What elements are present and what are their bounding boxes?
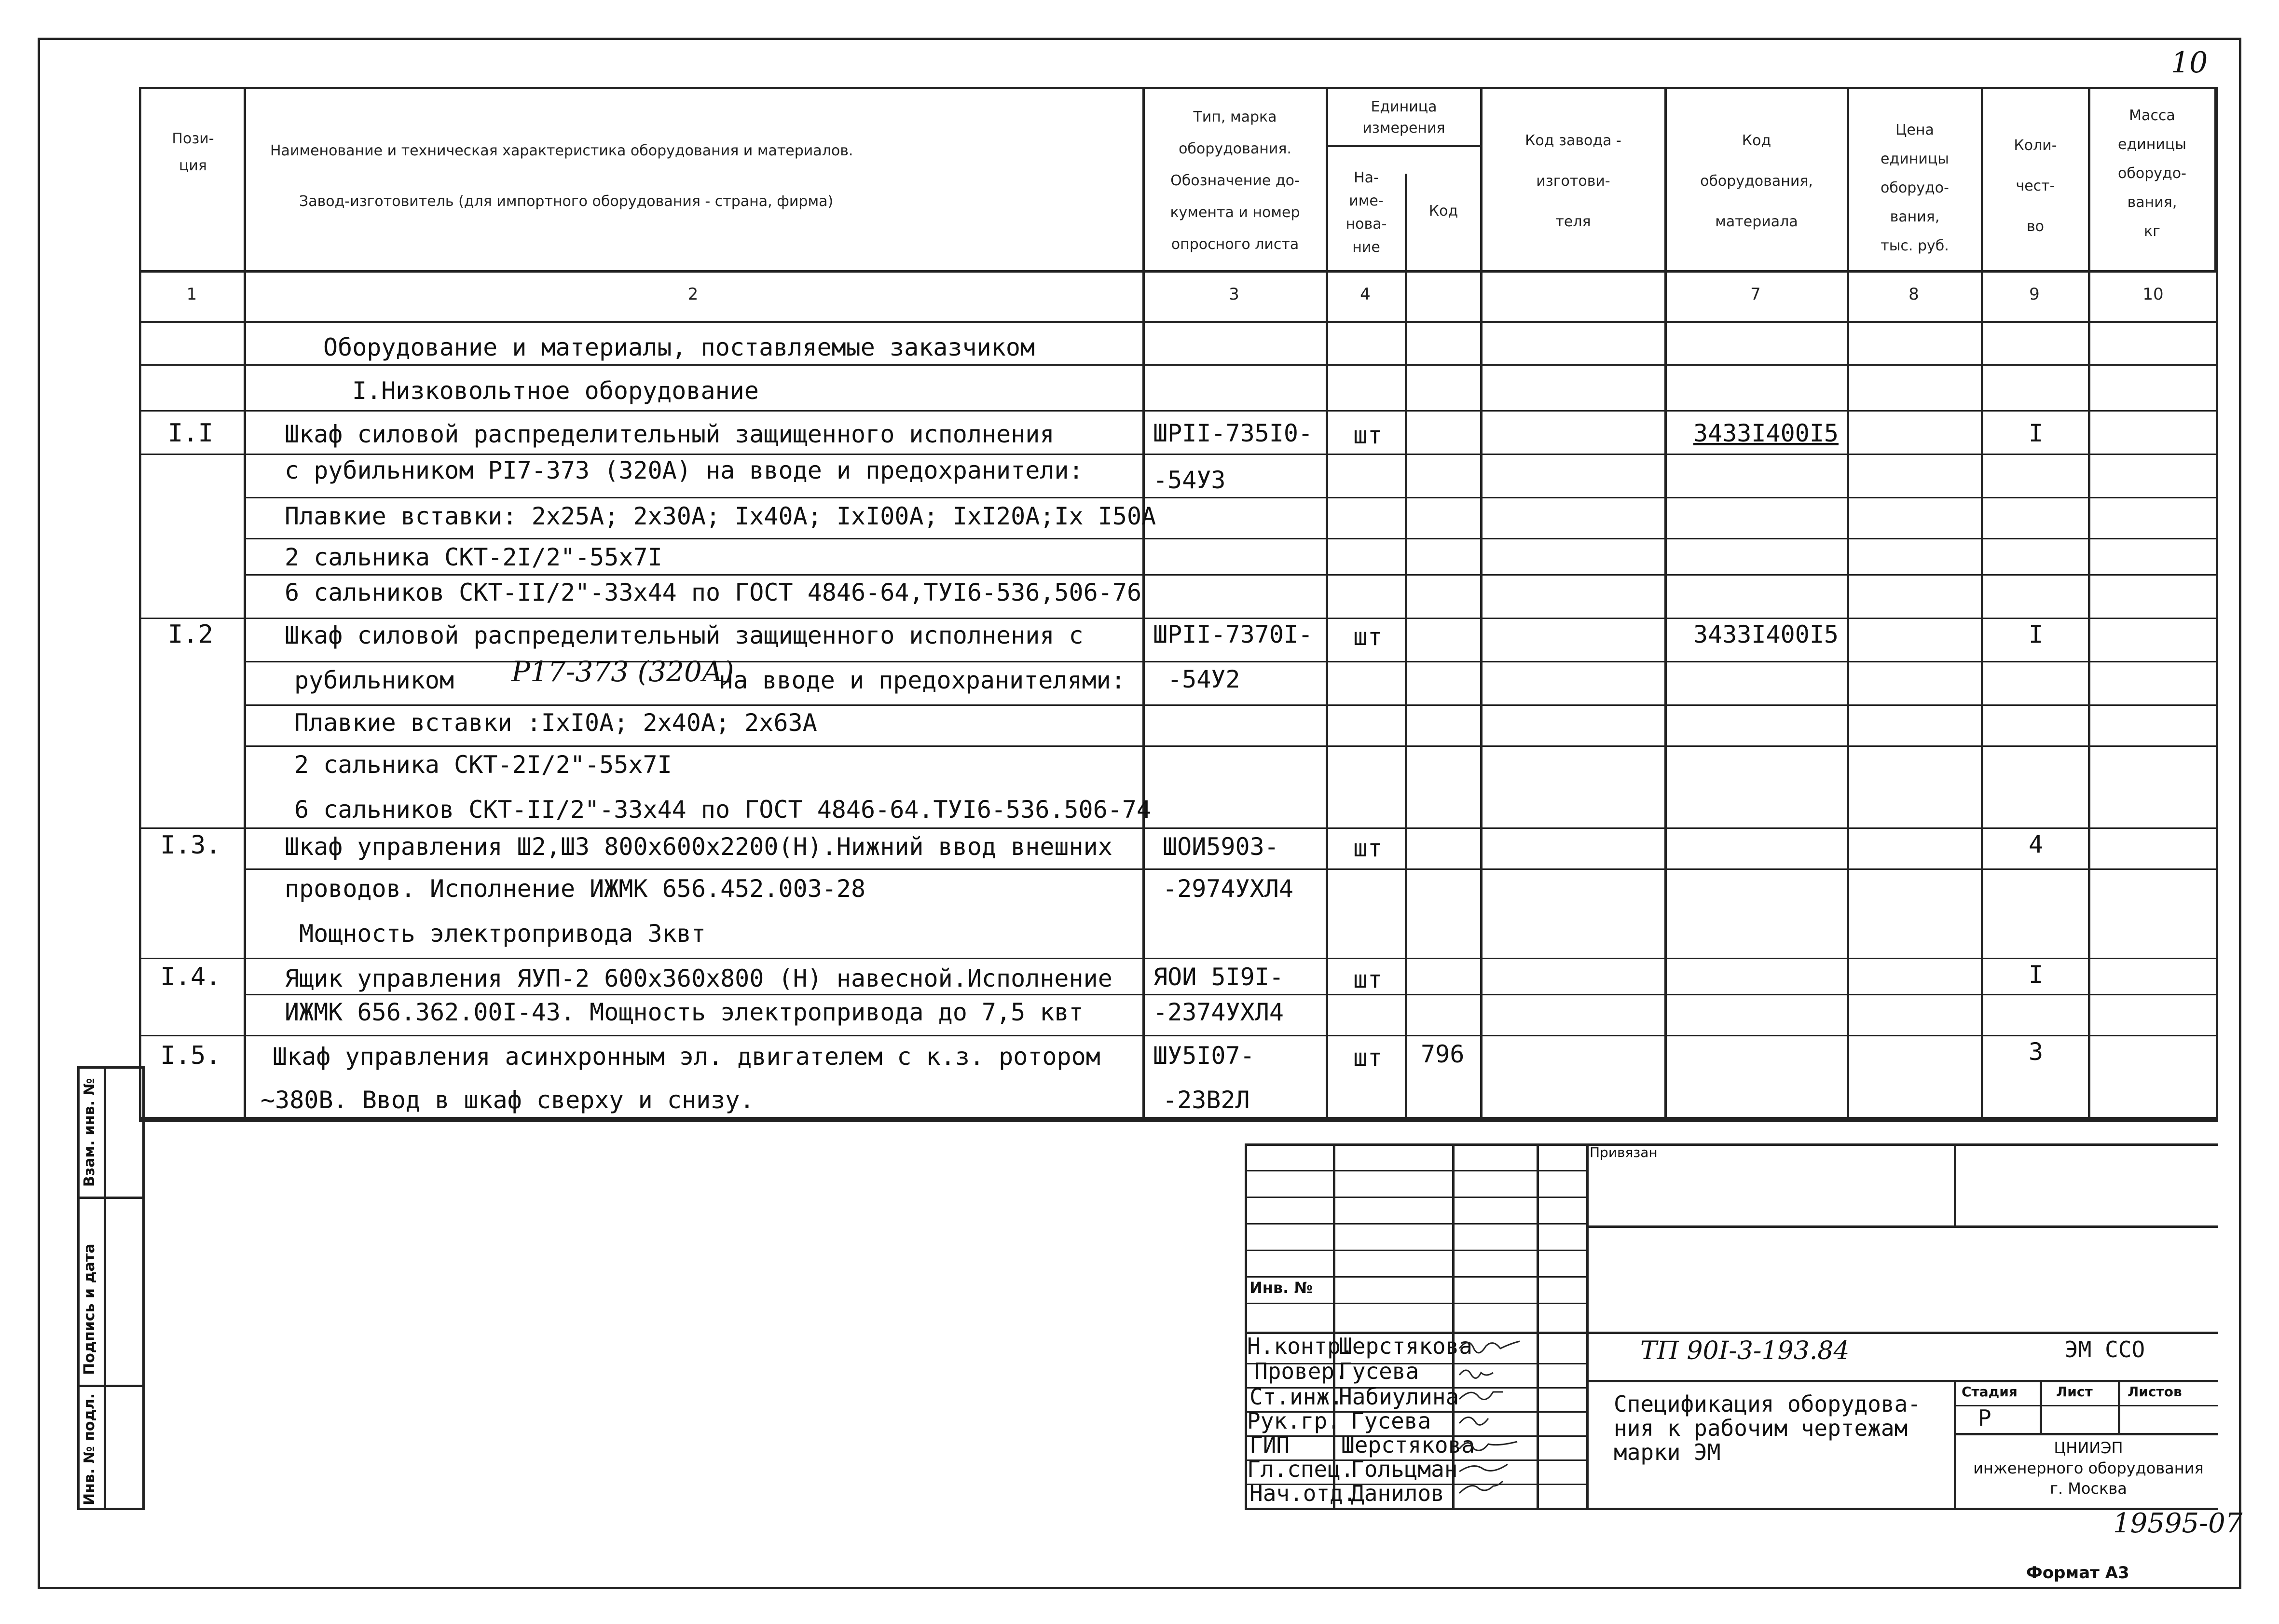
row-name: Ящик управления ЯУП-2 600х360х800 (Н) навесной.Исполнение: [285, 964, 1112, 992]
row-unit: шт: [1353, 834, 1383, 862]
header-factory-code: Код завода - изготови- теля: [1525, 132, 1621, 230]
sheets-label: Листов: [2128, 1384, 2182, 1400]
row-type: ШРII-735I0-: [1153, 419, 1313, 447]
row-type: ЯОИ 5I9I-: [1153, 963, 1284, 991]
row-quantity: I: [2028, 961, 2044, 989]
sheet-label: Лист: [2056, 1384, 2093, 1400]
header-name-line1: Наименование и техническая характеристика оборудования и материалов.: [270, 142, 853, 159]
header-unit-group: Единица измерения: [1362, 98, 1445, 137]
row-type: -23В2Л: [1163, 1086, 1250, 1114]
row-name: Плавкие вставки: 2х25А; 2х30А; Iх40А; IхI00А; IхI20А;Iх I50А: [285, 502, 1156, 530]
row-name: Шкаф управления асинхронным эл. двигателем с к.з. ротором: [273, 1043, 1100, 1071]
signer-name: Гусева: [1351, 1408, 1431, 1434]
signer-role: ГИП: [1249, 1432, 1290, 1458]
row-quantity: 4: [2028, 830, 2044, 858]
row-unit: шт: [1353, 965, 1383, 993]
header-mass: Масса единицы оборудо- вания, кг: [2118, 107, 2186, 240]
row-name: Шкаф управления Ш2,Ш3 800х600х2200(Н).Нижний ввод внешних: [285, 833, 1112, 861]
sheet-mark: 10: [2171, 46, 2208, 80]
side-podpis: Подпись и дата: [81, 1243, 98, 1375]
row-position: I.4.: [160, 963, 221, 991]
row-type: -54У2: [1167, 665, 1240, 693]
row-code: 3433I400I5: [1693, 419, 1839, 447]
signer-name: Гольцман: [1351, 1456, 1458, 1482]
signer-name: Данилов: [1351, 1480, 1444, 1506]
signer-name: Гусева: [1339, 1358, 1419, 1384]
doc-mark: ЭМ ССО: [2065, 1336, 2145, 1363]
row-quantity: I: [2028, 620, 2044, 648]
row-name-part: на вводе и предохранителями:: [719, 666, 1126, 694]
header-position: Пози- ция: [172, 130, 214, 174]
header-unit-code: Код: [1428, 203, 1458, 220]
header-unit-name: На- име- нова- ние: [1345, 169, 1387, 256]
signer-role: Провер.: [1254, 1358, 1348, 1384]
privyazan-label: Привязан: [1590, 1144, 1658, 1160]
signer-name: Шерстякова: [1339, 1333, 1472, 1359]
row-type: -2374УХЛ4: [1153, 998, 1284, 1026]
colnum-8: 8: [1908, 285, 1919, 304]
doc-title: Спецификация оборудова- ния к рабочим чертежам марки ЭМ: [1614, 1391, 1921, 1465]
row-type: ШОИ5903-: [1163, 833, 1279, 861]
signatures-image: [1455, 1334, 1585, 1508]
row-code: 3433I400I5: [1693, 620, 1839, 648]
row-unit: шт: [1353, 623, 1383, 651]
row-name: ~380В. Ввод в шкаф сверху и снизу.: [261, 1086, 755, 1114]
header-quantity: Коли- чест- во: [2014, 137, 2057, 235]
row-name: 2 сальника СКТ-2I/2"-55х7I: [294, 751, 672, 779]
row-name: Шкаф силовой распределительный защищенного исполнения: [285, 420, 1055, 448]
row-position: I.5.: [160, 1041, 221, 1070]
row-name: Мощность электропривода 3квт: [299, 920, 706, 948]
stage-value: Р: [1978, 1405, 1991, 1431]
doc-code: ТП 90I-3-193.84: [1640, 1336, 1850, 1365]
row-name: 2 сальника СКТ-2I/2"-55х7I: [285, 543, 662, 571]
signer-role: Ст.инж.: [1249, 1384, 1343, 1410]
side-vzam: Взам. инв. №: [81, 1078, 98, 1187]
colnum-9: 9: [2029, 285, 2040, 304]
footer-format: Формат А3: [2026, 1563, 2129, 1583]
row-position: I.3.: [160, 831, 221, 860]
footer-number: 19595-07: [2113, 1508, 2243, 1539]
stage-label: Стадия: [1962, 1384, 2018, 1400]
colnum-1: 1: [186, 285, 197, 304]
signer-name: Шерстякова: [1341, 1432, 1475, 1458]
signer-name: Набиулина: [1339, 1384, 1459, 1410]
signer-role: Н.контр.: [1247, 1333, 1354, 1359]
row-name: ИЖМК 656.362.00I-43. Мощность электропривода до 7,5 квт: [285, 998, 1084, 1026]
header-name-line2: Завод-изготовитель (для импортного оборудования - страна, фирма): [299, 193, 834, 210]
row-position: I.I: [168, 419, 213, 448]
header-price: Цена единицы оборудо- вания, тыс. руб.: [1881, 122, 1949, 254]
row-name: I.Низковольтное оборудование: [352, 377, 759, 405]
row-name: Плавкие вставки :IхI0А; 2х40А; 2х63А: [294, 709, 817, 737]
row-position: I.2: [168, 620, 213, 649]
signer-role: Нач.отд.: [1249, 1480, 1357, 1506]
row-name: Оборудование и материалы, поставляемые заказчиком: [323, 333, 1035, 361]
colnum-10: 10: [2142, 285, 2164, 304]
colnum-3: 3: [1229, 285, 1239, 304]
inv-no-label: Инв. №: [1249, 1279, 1313, 1297]
row-quantity: 3: [2028, 1038, 2044, 1066]
row-unit: шт: [1353, 421, 1383, 449]
row-name-handwritten: Р17-373 (320А): [511, 655, 734, 688]
side-inv-podl: Инв. № подл.: [81, 1393, 98, 1505]
row-type: ШРII-7370I-: [1153, 620, 1313, 648]
row-name: Шкаф силовой распределительный защищенного исполнения с: [285, 621, 1084, 649]
row-name: проводов. Исполнение ИЖМК 656.452.003-28: [285, 875, 866, 903]
row-type: -54УЗ: [1153, 466, 1226, 494]
row-name: с рубильником РI7-373 (320А) на вводе и предохранители:: [285, 456, 1084, 484]
header-type: Тип, марка оборудования. Обозначение до- кумента и номер опросного листа: [1170, 109, 1300, 253]
signer-role: Рук.гр.: [1247, 1408, 1341, 1434]
colnum-4: 4: [1360, 285, 1371, 304]
row-name-part: рубильником: [294, 666, 454, 694]
row-unit-code: 796: [1421, 1040, 1465, 1068]
row-type: ШУ5I07-: [1153, 1042, 1255, 1070]
signer-role: Гл.спец.: [1247, 1456, 1354, 1482]
row-name: 6 сальников СКТ-II/2"-33х44 по ГОСТ 4846-64.ТУI6-536.506-74: [294, 796, 1152, 824]
header-equipment-code: Код оборудования, материала: [1700, 132, 1813, 230]
row-name: 6 сальников СКТ-II/2"-33х44 по ГОСТ 4846-64,ТУI6-536,506-76: [285, 578, 1142, 606]
row-type: -2974УХЛ4: [1163, 875, 1293, 903]
row-unit: шт: [1353, 1044, 1383, 1072]
colnum-2: 2: [687, 285, 699, 304]
organization: ЦНИИЭП инженерного оборудования г. Москва: [1973, 1439, 2204, 1498]
row-quantity: I: [2028, 419, 2044, 447]
colnum-7: 7: [1750, 285, 1761, 304]
